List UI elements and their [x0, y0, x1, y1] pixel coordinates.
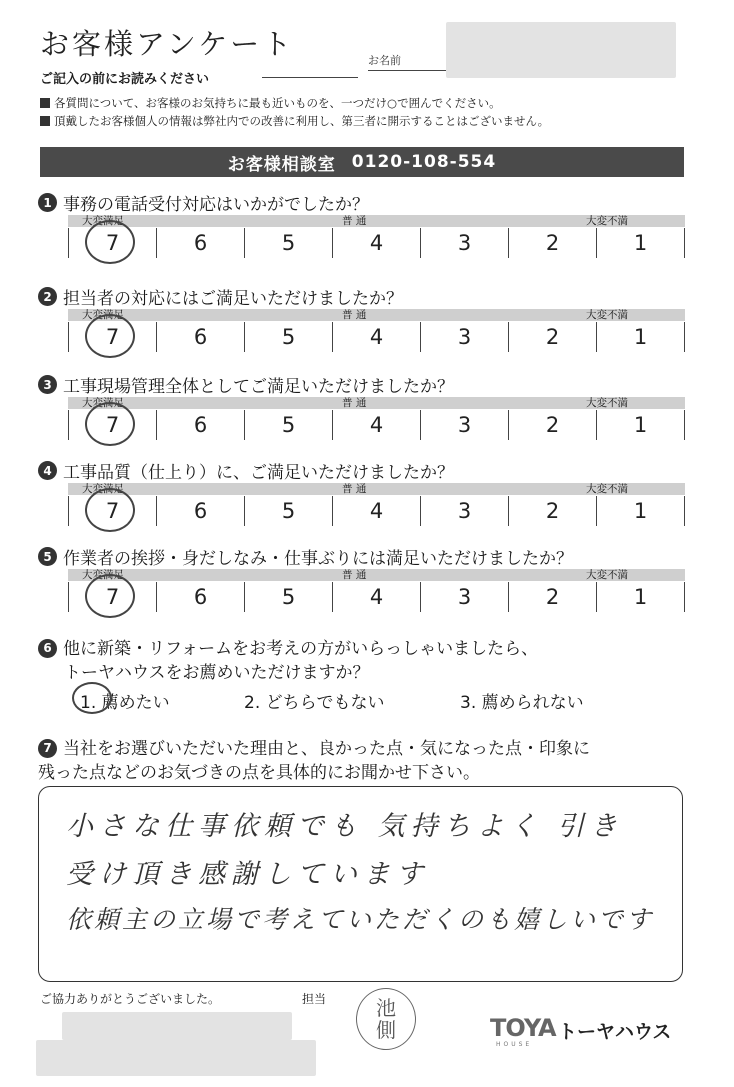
redacted-area [36, 1040, 316, 1076]
divider [262, 77, 358, 78]
handwritten-answer-line-1: 小さな仕事依頼でも 気持ちよく 引き [66, 811, 624, 842]
scale-label-neutral: 普 通 [342, 309, 367, 321]
rating-option-4[interactable]: 4 [332, 410, 420, 440]
handwritten-circle [85, 574, 135, 618]
rating-option-5[interactable]: 5 [244, 496, 332, 526]
number-badge-icon: 7 [38, 739, 57, 758]
redacted-area [62, 1012, 292, 1040]
rating-option-1[interactable]: 1 [596, 496, 685, 526]
rating-option-1[interactable]: 1 [596, 322, 685, 352]
scale-label-very-satisfied: 大変満足 [82, 483, 124, 495]
company-name: トーヤハウス [558, 1021, 672, 1043]
scale-label-very-satisfied: 大変満足 [82, 397, 124, 409]
rating-scale [68, 228, 685, 258]
rating-option-7[interactable]: 7 [68, 322, 156, 352]
rating-option-1[interactable]: 1 [596, 582, 685, 612]
handwritten-answer-line-3: 依頼主の立場で考えていただくのも嬉しいです [66, 905, 655, 934]
rating-option-3[interactable]: 3 [420, 582, 508, 612]
rating-option-4[interactable]: 4 [332, 322, 420, 352]
q6-title: 6 他に新築・リフォームをお考えの方がいらっしゃいましたら、 [38, 634, 538, 659]
scale-label-very-satisfied: 大変満足 [82, 215, 124, 227]
number-badge-icon: 4 [38, 461, 57, 480]
scale-label-very-dissatisfied: 大変不満 [586, 569, 628, 581]
q6-title-line2: トーヤハウスをお薦めいただけますか？ [64, 663, 370, 683]
q6-choice-3[interactable]: 3. 薦められない [460, 693, 584, 713]
number-badge-icon: 6 [38, 639, 57, 658]
question-title: 3 工事現場管理全体としてご満足いただけましたか？ [38, 372, 454, 397]
question-title: 4 工事品質（仕上り）に、ご満足いただけましたか？ [38, 458, 454, 483]
scale-label-very-dissatisfied: 大変不満 [586, 483, 628, 495]
scale-label-very-dissatisfied: 大変不満 [586, 397, 628, 409]
number-badge-icon: 1 [38, 193, 57, 212]
scale-label-neutral: 普 通 [342, 397, 367, 409]
handwritten-circle [85, 314, 135, 358]
redacted-name [446, 22, 676, 78]
rating-option-4[interactable]: 4 [332, 496, 420, 526]
handwritten-circle [85, 488, 135, 532]
scale-label-very-dissatisfied: 大変不満 [586, 309, 628, 321]
rating-option-3[interactable]: 3 [420, 322, 508, 352]
rating-option-4[interactable]: 4 [332, 582, 420, 612]
rating-option-6[interactable]: 6 [156, 410, 244, 440]
notice-2: 頂戴したお客様個人の情報は弊社内での改善に利用し、第三者に開示することはございません。 [40, 113, 549, 129]
rating-option-5[interactable]: 5 [244, 410, 332, 440]
handwritten-answer-line-2: 受け頂き感謝しています [66, 859, 429, 890]
scale-label-neutral: 普 通 [342, 215, 367, 227]
square-bullet-icon [40, 116, 50, 126]
q7-title: 7 当社をお選びいただいた理由と、良かった点・気になった点・印象に [38, 734, 590, 759]
rating-option-3[interactable]: 3 [420, 228, 508, 258]
rating-option-6[interactable]: 6 [156, 582, 244, 612]
scale-label-neutral: 普 通 [342, 483, 367, 495]
question-title: 2 担当者の対応にはご満足いただけましたか？ [38, 284, 403, 309]
question-title: 1 事務の電話受付対応はいかがでしたか？ [38, 190, 369, 215]
company-logo: TOYA [490, 1014, 556, 1042]
rating-option-3[interactable]: 3 [420, 496, 508, 526]
rating-option-6[interactable]: 6 [156, 496, 244, 526]
rating-option-5[interactable]: 5 [244, 322, 332, 352]
staff-label: 担当 [302, 992, 327, 1006]
rating-option-7[interactable]: 7 [68, 228, 156, 258]
rating-option-7[interactable]: 7 [68, 496, 156, 526]
rating-option-6[interactable]: 6 [156, 228, 244, 258]
pre-read-heading: ご記入の前にお読みください [40, 72, 210, 87]
scale-label-very-satisfied: 大変満足 [82, 569, 124, 581]
rating-scale [68, 322, 685, 352]
notice-1: 各質問について、お客様のお気持ちに最も近いものを、一つだけ○で囲んでください。 [40, 95, 501, 111]
handwritten-circle [72, 682, 112, 714]
rating-option-5[interactable]: 5 [244, 228, 332, 258]
survey-title: お客様アンケート [40, 27, 295, 61]
rating-option-2[interactable]: 2 [508, 496, 596, 526]
rating-scale [68, 496, 685, 526]
staff-seal-stamp: 池 側 [356, 988, 416, 1050]
square-bullet-icon [40, 98, 50, 108]
name-label: お名前 [368, 54, 401, 67]
q6-choice-1[interactable]: 1. 薦めたい [80, 693, 170, 713]
rating-option-6[interactable]: 6 [156, 322, 244, 352]
support-label: お客様相談室 [227, 154, 336, 175]
number-badge-icon: 2 [38, 287, 57, 306]
q6-choice-2[interactable]: 2. どちらでもない [244, 693, 385, 713]
rating-option-3[interactable]: 3 [420, 410, 508, 440]
scale-label-very-dissatisfied: 大変不満 [586, 215, 628, 227]
handwritten-circle [85, 220, 135, 264]
handwritten-circle [85, 402, 135, 446]
rating-option-2[interactable]: 2 [508, 322, 596, 352]
rating-option-1[interactable]: 1 [596, 228, 685, 258]
rating-scale [68, 582, 685, 612]
rating-scale [68, 410, 685, 440]
rating-option-7[interactable]: 7 [68, 410, 156, 440]
rating-option-2[interactable]: 2 [508, 228, 596, 258]
question-title: 5 作業者の挨拶・身だしなみ・仕事ぶりには満足いただけましたか？ [38, 544, 573, 569]
support-banner [40, 147, 684, 177]
rating-option-7[interactable]: 7 [68, 582, 156, 612]
rating-option-4[interactable]: 4 [332, 228, 420, 258]
support-phone: 0120-108-554 [351, 152, 497, 172]
rating-option-2[interactable]: 2 [508, 582, 596, 612]
rating-option-1[interactable]: 1 [596, 410, 685, 440]
scale-label-very-satisfied: 大変満足 [82, 309, 124, 321]
number-badge-icon: 3 [38, 375, 57, 394]
number-badge-icon: 5 [38, 547, 57, 566]
company-logo-sub: HOUSE [496, 1041, 533, 1048]
thanks-message: ご協力ありがとうございました。 [40, 992, 221, 1006]
rating-option-2[interactable]: 2 [508, 410, 596, 440]
scale-label-neutral: 普 通 [342, 569, 367, 581]
rating-option-5[interactable]: 5 [244, 582, 332, 612]
q7-title-line2: 残った点などのお気づきの点を具体的にお聞かせ下さい。 [38, 763, 480, 783]
